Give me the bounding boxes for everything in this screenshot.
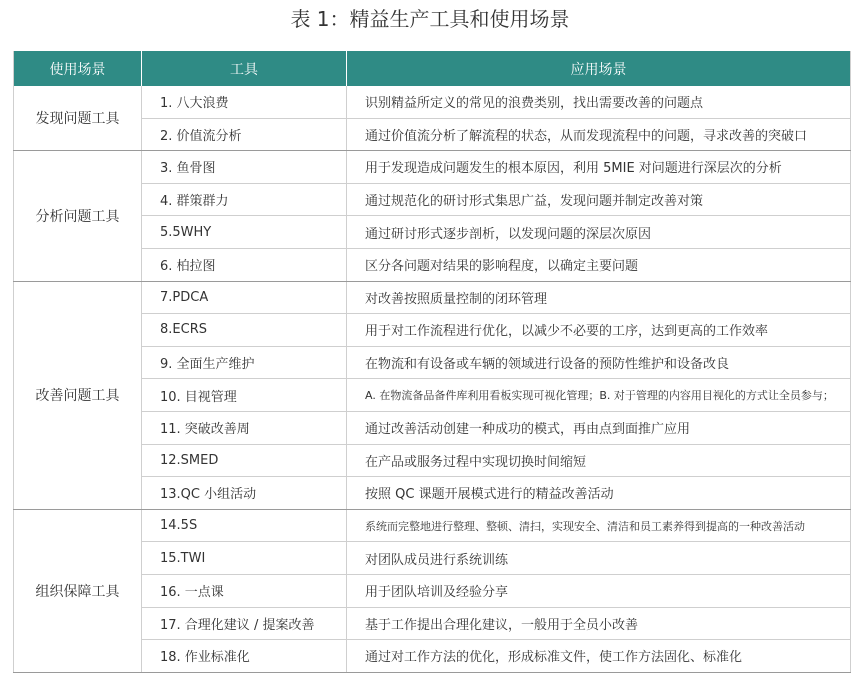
application-cell: 识别精益所定义的常见的浪费类别，找出需要改善的问题点 [347, 86, 851, 118]
application-cell: 用于对工作流程进行优化，以减少不必要的工序，达到更高的工作效率 [347, 314, 851, 347]
tool-cell: 15.TWI [142, 542, 347, 575]
application-cell: 对团队成员进行系统训练 [347, 542, 851, 575]
application-cell: 按照 QC 课题开展模式进行的精益改善活动 [347, 477, 851, 510]
application-cell: 通过价值流分析了解流程的状态，从而发现流程中的问题，寻求改善的突破口 [347, 118, 851, 151]
application-cell: 基于工作提出合理化建议，一般用于全员小改善 [347, 607, 851, 640]
tool-cell: 18. 作业标准化 [142, 640, 347, 673]
lean-tools-table [13, 51, 851, 673]
header-scenario: 使用场景 [14, 51, 142, 86]
category-cell: 发现问题工具 [14, 86, 142, 151]
table-row [14, 509, 851, 542]
tool-cell: 9. 全面生产维护 [142, 346, 347, 379]
table-row [14, 86, 851, 118]
tool-cell: 3. 鱼骨图 [142, 151, 347, 184]
tool-cell: 4. 群策群力 [142, 183, 347, 216]
header-application: 应用场景 [347, 51, 851, 86]
application-cell: 通过改善活动创建一种成功的模式，再由点到面推广应用 [347, 411, 851, 444]
application-cell: 在产品或服务过程中实现切换时间缩短 [347, 444, 851, 477]
tool-cell: 14.5S [142, 509, 347, 542]
header-tool: 工具 [142, 51, 347, 86]
tool-cell: 7.PDCA [142, 281, 347, 314]
tool-cell: 6. 柏拉图 [142, 248, 347, 281]
tool-cell: 11. 突破改善周 [142, 411, 347, 444]
tool-cell: 13.QC 小组活动 [142, 477, 347, 510]
application-cell: 通过规范化的研讨形式集思广益，发现问题并制定改善对策 [347, 183, 851, 216]
application-cell: 对改善按照质量控制的闭环管理 [347, 281, 851, 314]
tool-cell: 5.5WHY [142, 216, 347, 249]
application-cell: 在物流和有设备或车辆的领域进行设备的预防性维护和设备改良 [347, 346, 851, 379]
tool-cell: 1. 八大浪费 [142, 86, 347, 118]
table-row [14, 281, 851, 314]
tool-cell: 10. 目视管理 [142, 379, 347, 412]
application-cell: 通过研讨形式逐步剖析，以发现问题的深层次原因 [347, 216, 851, 249]
category-cell: 分析问题工具 [14, 151, 142, 281]
category-cell: 改善问题工具 [14, 281, 142, 509]
tool-cell: 12.SMED [142, 444, 347, 477]
application-cell: 系统而完整地进行整理、整顿、清扫，实现安全、清洁和员工素养得到提高的一种改善活动 [347, 509, 851, 542]
tool-cell: 2. 价值流分析 [142, 118, 347, 151]
category-cell: 组织保障工具 [14, 509, 142, 672]
tool-cell: 17. 合理化建议 / 提案改善 [142, 607, 347, 640]
tool-cell: 8.ECRS [142, 314, 347, 347]
tool-cell: 16. 一点课 [142, 574, 347, 607]
application-cell: 区分各问题对结果的影响程度，以确定主要问题 [347, 248, 851, 281]
application-cell: 用于发现造成问题发生的根本原因，利用 5MIE 对问题进行深层次的分析 [347, 151, 851, 184]
application-cell: 用于团队培训及经验分享 [347, 574, 851, 607]
table-title: 表 1：精益生产工具和使用场景 [290, 7, 570, 31]
table-header [14, 51, 851, 86]
table-row [14, 151, 851, 184]
application-cell: A. 在物流备品备件库利用看板实现可视化管理；B. 对于管理的内容用目视化的方式让全员参与； [347, 379, 851, 412]
application-cell: 通过对工作方法的优化，形成标准文件，使工作方法固化、标准化 [347, 640, 851, 673]
table-body [14, 86, 851, 672]
